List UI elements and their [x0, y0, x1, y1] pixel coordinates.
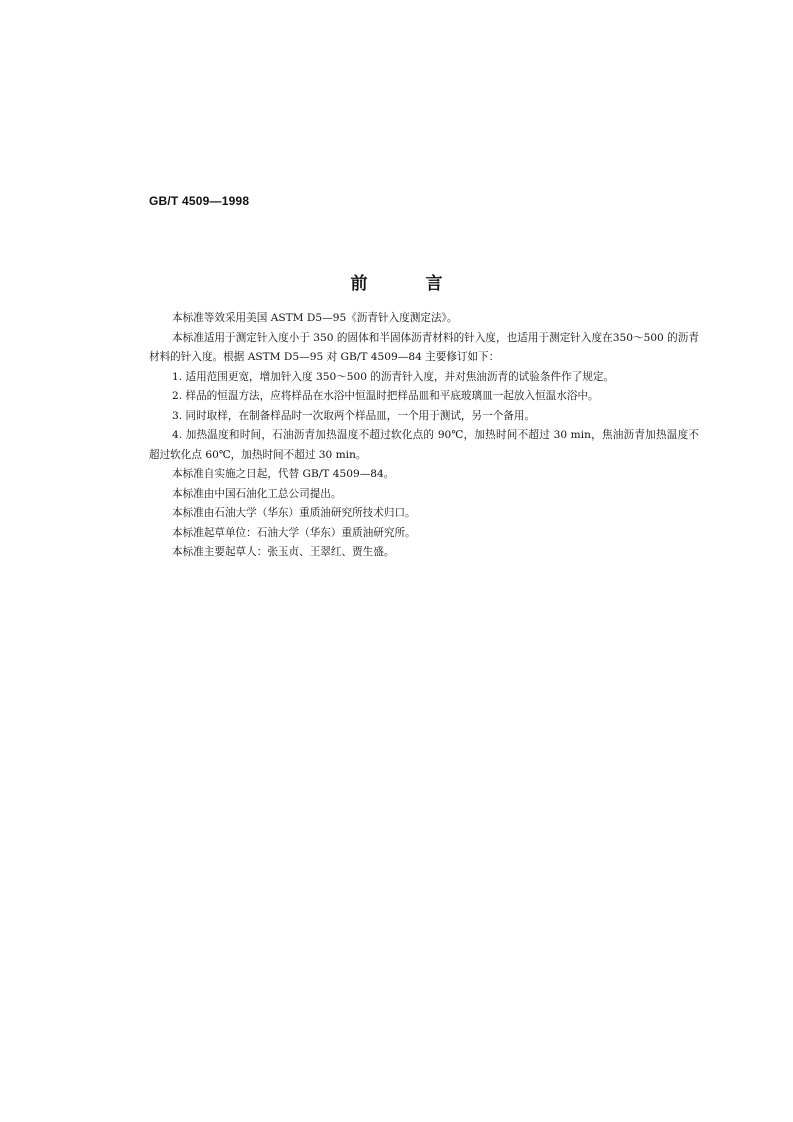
paragraph-revision-4: 4. 加热温度和时间，石油沥青加热温度不超过软化点的 90℃，加热时间不超过 30 min，焦油沥青加热温度不超过软化点 60℃，加热时间不超过 30 min。: [149, 429, 699, 461]
paragraph-drafters: 本标准主要起草人：张玉贞、王翠红、贾生盛。: [172, 546, 395, 558]
page-title: 前言: [350, 274, 501, 294]
paragraph-revision-2: 2. 样品的恒温方法，应将样品在水浴中恒温时把样品皿和平底玻璃皿一起放入恒温水浴中。: [172, 390, 599, 402]
standard-code: GB/T 4509—1998: [149, 194, 250, 208]
paragraph-drafting-unit: 本标准起草单位：石油大学（华东）重质油研究所。: [172, 526, 416, 539]
paragraph-revision-3: 3. 同时取样，在制备样品时一次取两个样品皿，一个用于测试，另一个备用。: [172, 409, 536, 422]
paragraph-proposer: 本标准由中国石油化工总公司提出。: [172, 487, 342, 500]
paragraph-management: 本标准由石油大学（华东）重质油研究所技术归口。: [172, 507, 416, 519]
preface-body: [149, 309, 699, 563]
paragraph-replacement: 本标准自实施之日起，代替 GB/T 4509—84。: [172, 468, 395, 480]
paragraph-revision-1: 1. 适用范围更宽，增加针入度 350～500 的沥青针入度，并对焦油沥青的试验条件作了规定。: [172, 370, 615, 383]
paragraph-scope: 本标准适用于测定针入度小于 350 的固体和半固体沥青材料的针入度，也适用于测定针入度在350～500 的沥青材料的针入度。根据 ASTM D5—95 对 GB/T 4509—84 主要修订如下：: [149, 331, 699, 363]
paragraph-adoption: 本标准等效采用美国 ASTM D5—95《沥青针入度测定法》。: [172, 312, 458, 324]
